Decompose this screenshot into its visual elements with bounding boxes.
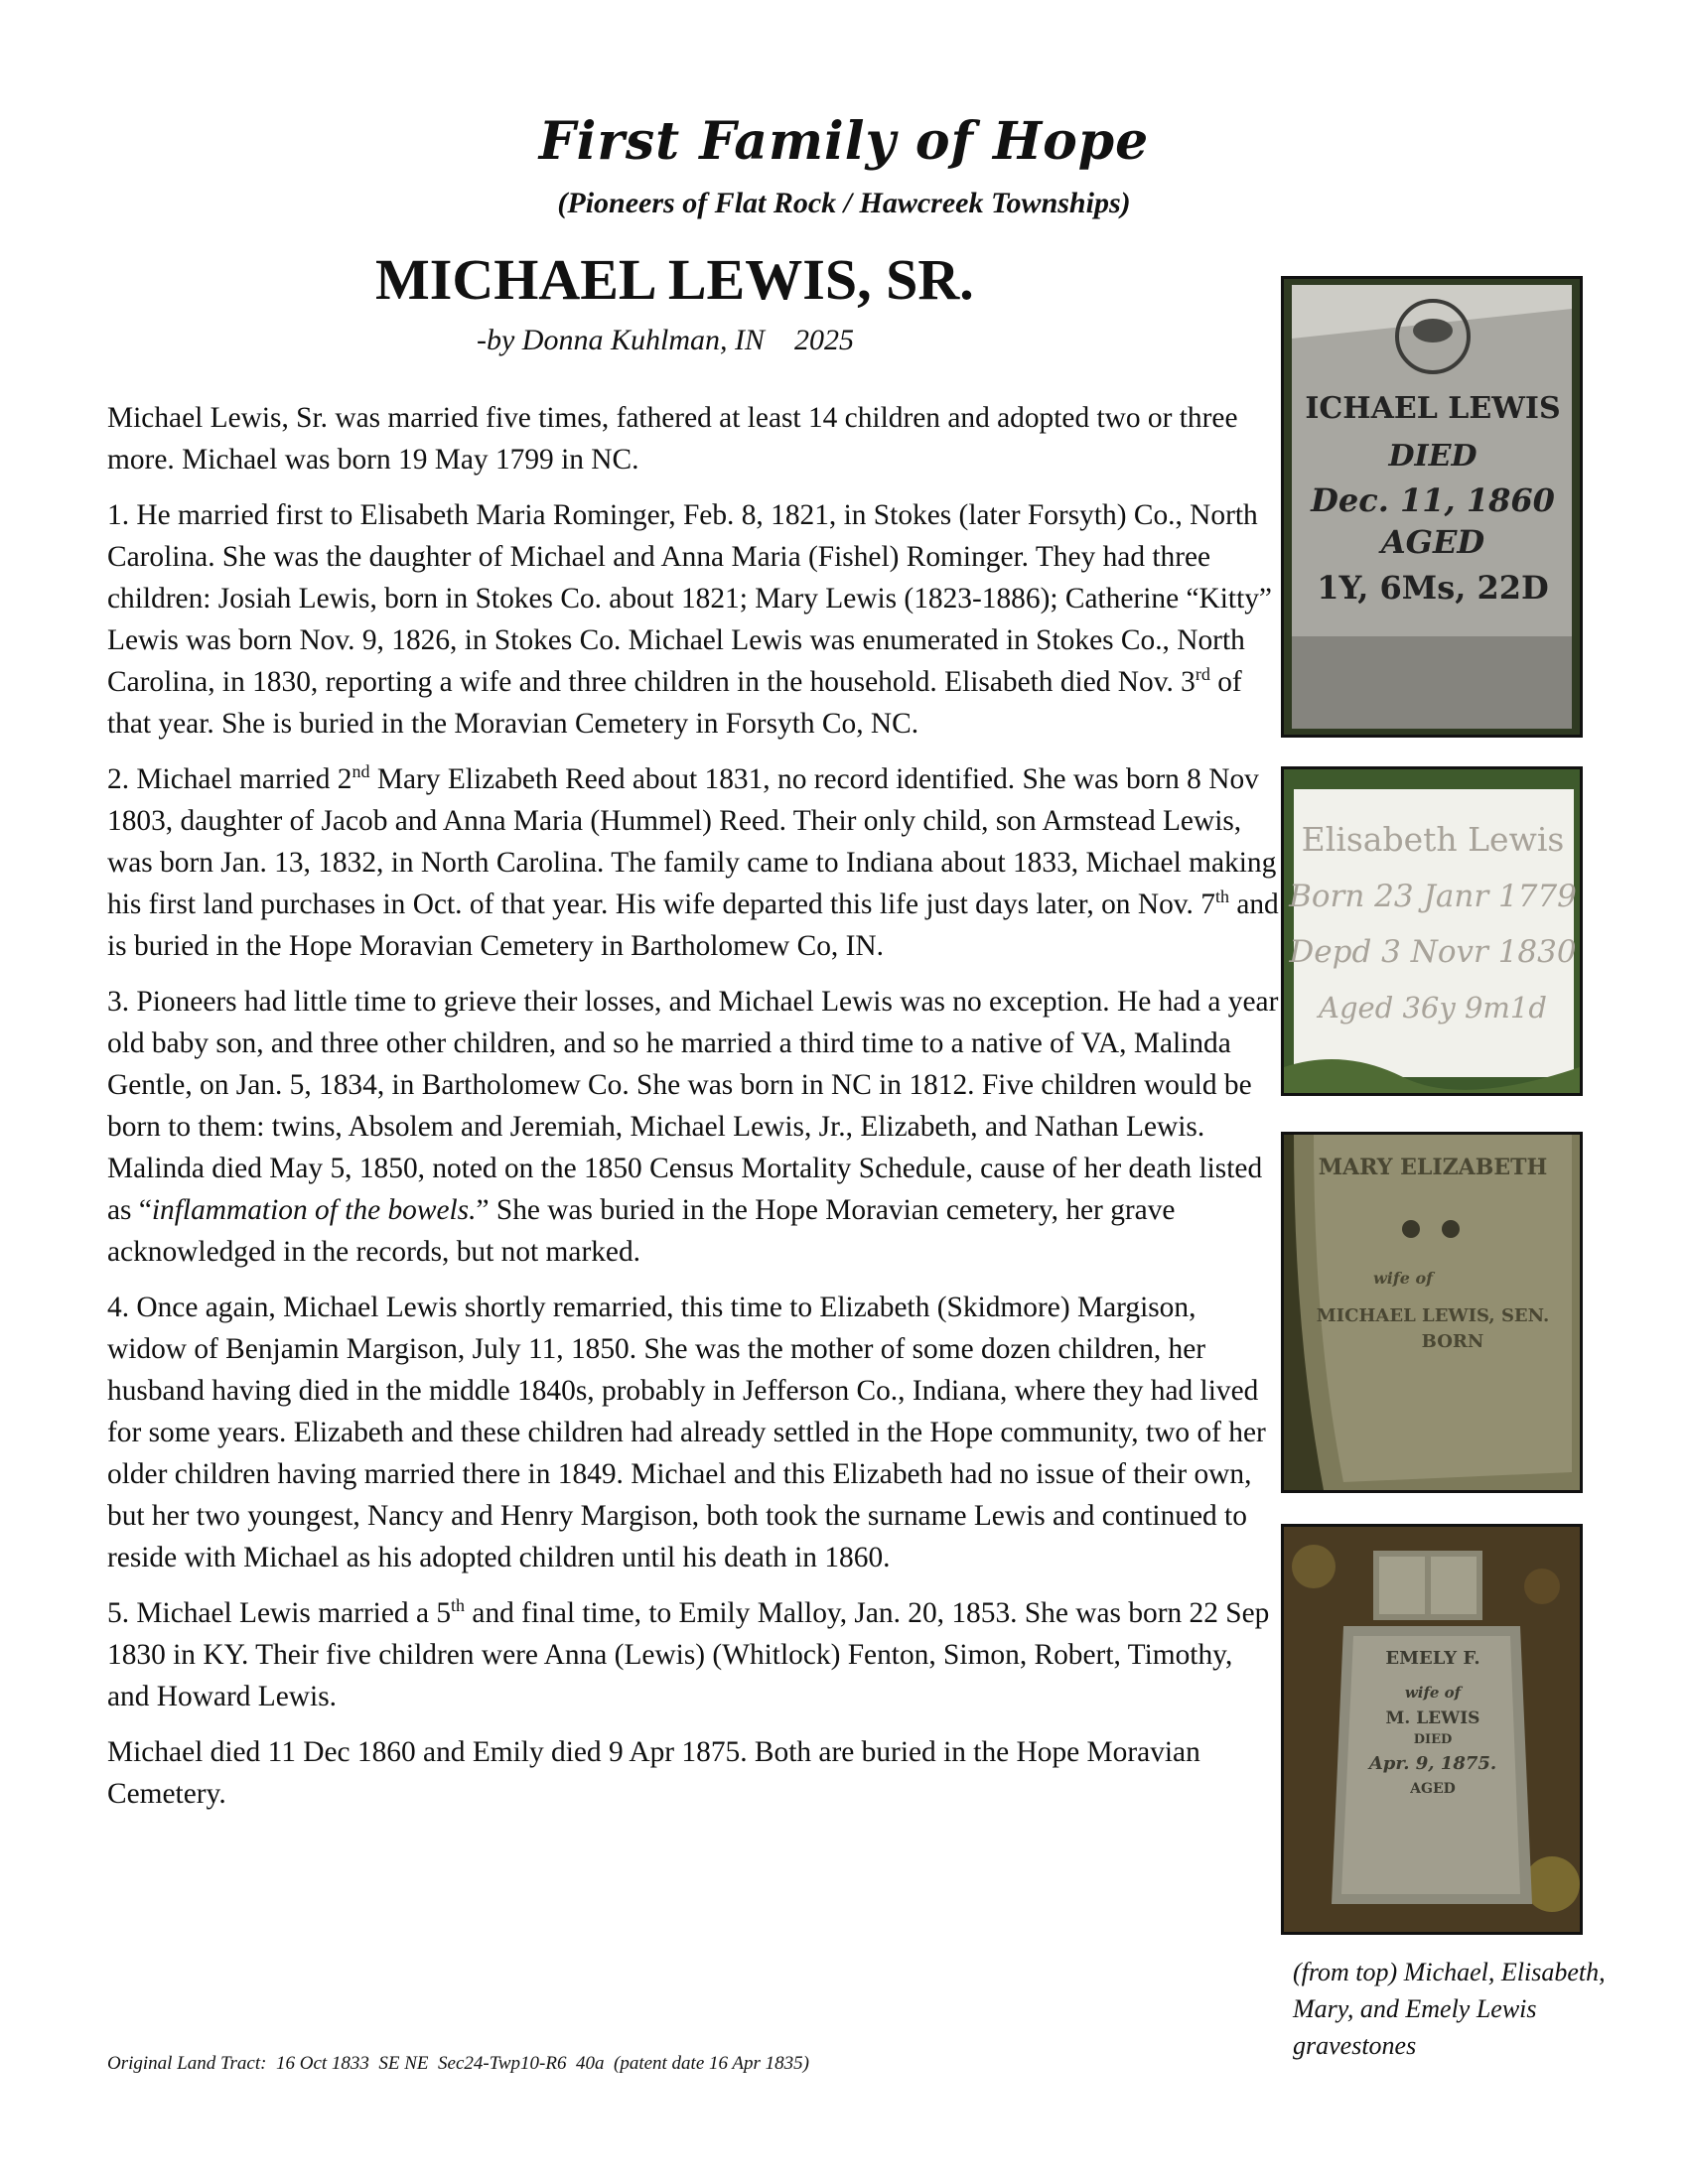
- elisabeth-gravestone-photo: [1281, 766, 1583, 1096]
- fifth-marriage-paragraph: [107, 1592, 1279, 1717]
- intro-paragraph: Michael Lewis, Sr. was married five times, fathered at least 14 children and adopted two or three more. Michael was born 19 May 1799 in NC.: [107, 402, 1238, 476]
- superscript: nd: [352, 761, 370, 782]
- stone-line: DIED: [1388, 439, 1477, 474]
- paragraph-text: and is buried in the Hope Moravian Cemetery in Bartholomew Co, IN.: [107, 888, 1279, 962]
- byline: -by Donna Kuhlman, IN 2025: [477, 324, 854, 356]
- subject-name: MICHAEL LEWIS, SR.: [375, 247, 974, 312]
- stone-line: MARY ELIZABETH: [1318, 1155, 1548, 1180]
- emely-gravestone-photo: [1281, 1524, 1583, 1935]
- paragraph-text: 5. Michael Lewis married a 5: [107, 1597, 452, 1629]
- land-tract-footnote: Original Land Tract: 16 Oct 1833 SE NE Sec24-Twp10-R6 40a (patent date 16 Apr 1835): [107, 2053, 810, 2074]
- paragraph-text: Mary Elizabeth Reed about 1831, no record identified. She was born 8 Nov 1803, daughter of Jacob and Anna Maria (Hummel) Reed. Their only child, son Armstead Lewis, was born Jan. 13, 1832, in North Carolina. The family came to Indiana about 1833, Michael making his first land purchases in Oct. of that year. His wife departed this life just days later, on Nov. 7: [107, 763, 1277, 920]
- second-marriage-paragraph: [107, 758, 1279, 967]
- stone-line: EMELY F.: [1385, 1648, 1480, 1669]
- stone-line: Elisabeth Lewis: [1301, 820, 1565, 859]
- stone-line: ICHAEL LEWIS: [1305, 391, 1561, 426]
- stone-line: Apr. 9, 1875.: [1368, 1753, 1497, 1774]
- superscript: th: [1214, 887, 1229, 907]
- superscript: th: [451, 1595, 466, 1616]
- stone-line: AGED: [1410, 1781, 1456, 1797]
- superscript: rd: [1195, 664, 1210, 685]
- paragraph-text: ” She was buried in the Hope Moravian cemetery, her grave acknowledged in the records, but not marked.: [107, 1194, 1176, 1268]
- stone-line: wife of: [1372, 1269, 1434, 1288]
- fourth-marriage-paragraph: 4. Once again, Michael Lewis shortly remarried, this time to Elizabeth (Skidmore) Margison, widow of Benjamin Margison, July 11, 1850. She was the mother of some dozen children, her husband having died in the middle 1840s, probably in Jefferson Co., Indiana, where they had lived for some years. Elizabeth and these children had already settled in the Hope community, two of her older children having married there in 1849. Michael and this Elizabeth had no issue of their own, but her two youngest, Nancy and Henry Margison, both took the surname Lewis and continued to reside with Michael as his adopted children until his death in 1860.: [107, 1292, 1266, 1573]
- stone-line: M. LEWIS: [1385, 1708, 1480, 1728]
- stone-line: BORN: [1421, 1331, 1484, 1352]
- stone-line: Dec. 11, 1860: [1311, 481, 1555, 519]
- stone-line: Born 23 Janr 1779: [1289, 879, 1577, 914]
- third-marriage-paragraph: [107, 981, 1279, 1273]
- first-marriage-paragraph: [107, 494, 1279, 745]
- death-paragraph: Michael died 11 Dec 1860 and Emily died 9 Apr 1875. Both are buried in the Hope Moravian Cemetery.: [107, 1736, 1200, 1810]
- stone-line: MICHAEL LEWIS, SEN.: [1316, 1305, 1550, 1326]
- emphasis-text: inflammation of the bowels.: [151, 1194, 477, 1226]
- article-body: [107, 397, 1279, 1829]
- michael-gravestone-photo: [1281, 276, 1583, 738]
- stone-line: wife of: [1404, 1684, 1462, 1702]
- stone-line: DIED: [1413, 1732, 1453, 1747]
- mary-gravestone-photo: [1281, 1132, 1583, 1493]
- stone-line: Depd 3 Novr 1830: [1289, 934, 1577, 970]
- paragraph-text: 2. Michael married 2: [107, 763, 352, 795]
- page-subtitle: (Pioneers of Flat Rock / Hawcreek Townships): [557, 187, 1131, 219]
- stone-line: 1Y, 6Ms, 22D: [1317, 569, 1549, 607]
- stone-line: AGED: [1380, 523, 1485, 561]
- paragraph-text: and final time, to Emily Malloy, Jan. 20, 1853. She was born 22 Sep 1830 in KY. Their five children were Anna (Lewis) (Whitlock) Fenton, Simon, Robert, Timothy, and Howard Lewis.: [107, 1597, 1270, 1712]
- photo-caption: (from top) Michael, Elisabeth, Mary, and Emely Lewis gravestones: [1293, 1958, 1606, 2060]
- page-title: First Family of Hope: [538, 111, 1150, 172]
- paragraph-text: 3. Pioneers had little time to grieve their losses, and Michael Lewis was no exception. He had a year old baby son, and three other children, and so he married a third time to a native of VA, Malinda Gentle, on Jan. 5, 1834, in Bartholomew Co. She was born in NC in 1812. Five children would be born to them: twins, Absolem and Jeremiah, Michael Lewis, Jr., Elizabeth, and Nathan Lewis. Malinda died May 5, 1850, noted on the 1850 Census Mortality Schedule, cause of her death listed as “: [107, 986, 1279, 1226]
- paragraph-text: 1. He married first to Elisabeth Maria Rominger, Feb. 8, 1821, in Stokes (later Forsyth) Co., North Carolina. She was the daughter of Michael and Anna Maria (Fishel) Rominger. They had three children: Josiah Lewis, born in Stokes Co. about 1821; Mary Lewis (1823-1886); Catherine “Kitty” Lewis was born Nov. 9, 1826, in Stokes Co. Michael Lewis was enumerated in Stokes Co., North Carolina, in 1830, reporting a wife and three children in the household. Elisabeth died Nov. 3: [107, 499, 1272, 698]
- paragraph-text: of that year. She is buried in the Moravian Cemetery in Forsyth Co, NC.: [107, 666, 1242, 740]
- stone-line: Aged 36y 9m1d: [1319, 991, 1547, 1024]
